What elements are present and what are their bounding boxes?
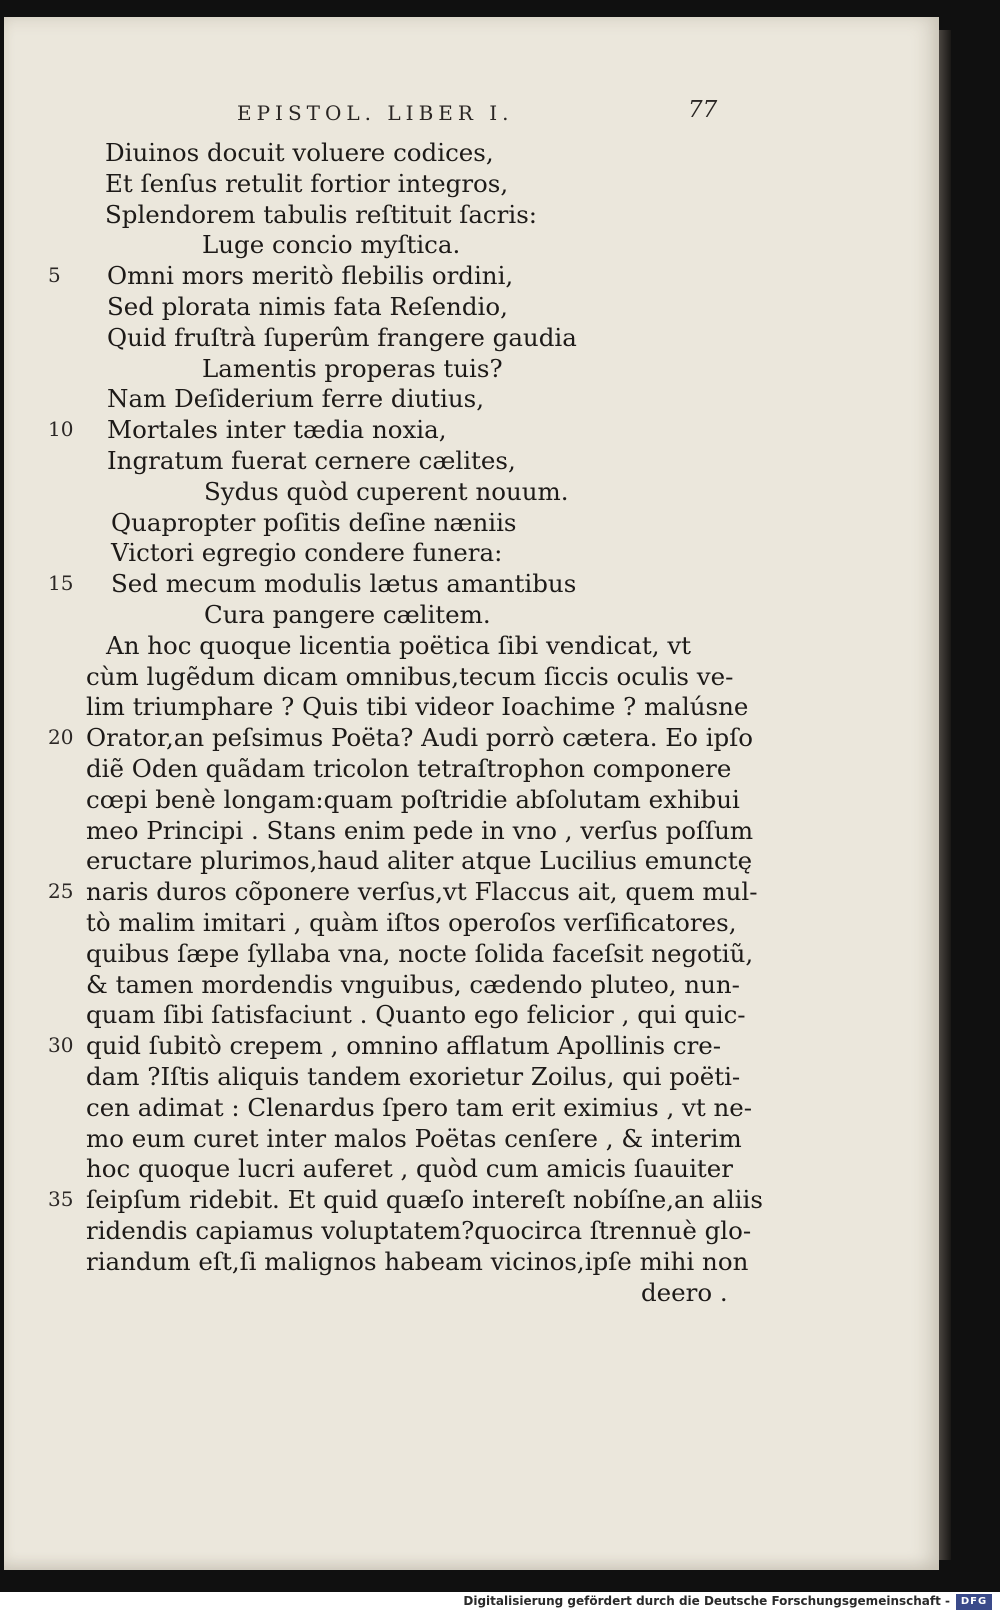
line-text: Orator,an peſsimus Poëta? Audi porrò cætera. Eo ipſo <box>86 723 754 753</box>
line-text: Ingratum fuerat cernere cælites, <box>107 446 516 475</box>
line-text: lim triumphare ? Quis tibi videor Ioachime ? malúsne <box>86 692 749 722</box>
line-text: hoc quoque lucri auferet , quòd cum amicis ſuauiter <box>86 1154 733 1184</box>
line-text: riandum eſt,ſi malignos habeam vicinos,ipſe mihi non <box>86 1246 749 1276</box>
page-header <box>4 95 939 131</box>
text-line <box>4 1153 939 1184</box>
text-line <box>4 291 939 322</box>
text-line <box>4 753 939 784</box>
text-line <box>4 445 939 476</box>
text-line <box>4 876 939 907</box>
digitization-footer <box>0 1592 1000 1613</box>
line-text: cùm lugẽdum dicam omnibus,tecum ſiccis oculis ve- <box>86 661 734 691</box>
text-line <box>4 599 939 630</box>
text-line <box>4 845 939 876</box>
text-line <box>4 537 939 568</box>
line-text: cœpi benè longam:quam poſtridie abſolutam exhibui <box>86 784 740 814</box>
text-line <box>4 938 939 969</box>
page-number: 77 <box>688 97 718 123</box>
line-text: dam ?Iſtis aliquis tandem exorietur Zoilus, qui poëti- <box>86 1062 741 1091</box>
line-text: Luge concio myſtica. <box>202 230 461 260</box>
line-text: diẽ Oden quãdam tricolon tetraſtrophon componere <box>86 754 732 783</box>
line-text: quibus ſæpe ſyllaba vna, nocte ſolida faceſsit negotiũ, <box>86 938 754 968</box>
text-line <box>4 969 939 1000</box>
line-number: 25 <box>48 879 74 904</box>
text-line <box>4 507 939 538</box>
line-text: deero . <box>641 1277 728 1307</box>
line-number: 15 <box>48 571 74 596</box>
line-text: mo eum curet inter malos Poëtas cenſere , & interim <box>86 1123 742 1153</box>
text-line <box>4 722 939 753</box>
text-line <box>4 815 939 846</box>
text-line <box>4 691 939 722</box>
text-line <box>4 1123 939 1154</box>
running-head: EPISTOL. LIBER I. <box>237 101 514 125</box>
line-text: naris duros cõponere verſus,vt Flaccus ait, quem mul- <box>86 877 758 907</box>
line-text: Cura pangere cælitem. <box>204 600 491 629</box>
text-line <box>4 137 939 168</box>
text-line <box>4 229 939 260</box>
text-line <box>4 476 939 507</box>
line-text: quid ſubitò crepem , omnino afflatum Apollinis cre- <box>86 1031 722 1061</box>
line-text: tò malim imitari , quàm iſtos operoſos verſificatores, <box>86 908 737 937</box>
line-text: quam ſibi ſatisfaciunt . Quanto ego felicior , qui quic- <box>86 1000 746 1030</box>
line-text: Sydus quòd cuperent nouum. <box>204 476 569 506</box>
text-line <box>4 168 939 199</box>
page-edge <box>939 30 951 1560</box>
text-line <box>4 999 939 1030</box>
text-line <box>4 784 939 815</box>
text-line <box>4 907 939 938</box>
text-line <box>4 1184 939 1215</box>
text-line <box>4 383 939 414</box>
line-number: 20 <box>48 725 74 750</box>
line-text: Omni mors meritò flebilis ordini, <box>107 261 514 291</box>
text-line <box>4 1061 939 1092</box>
line-text: An hoc quoque licentia poëtica ſibi vendicat, vt <box>106 630 692 660</box>
line-text: Victori egregio condere funera: <box>111 538 503 568</box>
text-line <box>4 1277 939 1308</box>
line-text: ridendis capiamus voluptatem?quocirca ſtrennuè glo- <box>86 1216 752 1245</box>
line-number: 30 <box>48 1033 74 1058</box>
line-text: Nam Deſiderium ferre diutius, <box>107 384 485 414</box>
text-line <box>4 1030 939 1061</box>
text-line <box>4 568 939 599</box>
text-line <box>4 1215 939 1246</box>
line-text: Quapropter poſitis deſine næniis <box>111 507 517 537</box>
line-number: 5 <box>48 263 61 288</box>
line-text: Sed plorata nimis fata Reſendio, <box>107 292 508 321</box>
text-line <box>4 353 939 384</box>
footer-credit: Digitalisierung gefördert durch die Deutsche Forschungsgemeinschaft - <box>463 1594 950 1608</box>
text-line <box>4 322 939 353</box>
line-text: ſeipſum ridebit. Et quid quæſo intereſt nobíſne,an aliis <box>86 1185 763 1215</box>
line-text: Mortales inter tædia noxia, <box>107 415 447 445</box>
text-line <box>4 630 939 661</box>
book-page <box>4 17 939 1570</box>
text-line <box>4 199 939 230</box>
line-text: Et ſenſus retulit fortior integros, <box>105 168 509 198</box>
text-line <box>4 1246 939 1277</box>
line-text: Lamentis properas tuis? <box>202 353 503 383</box>
text-line <box>4 414 939 445</box>
line-text: eructare plurimos,haud aliter atque Lucilius emunctę <box>86 846 753 876</box>
text-line <box>4 260 939 291</box>
line-text: Quid fruſtrà ſuperûm frangere gaudia <box>107 322 577 352</box>
dfg-logo: DFG <box>956 1594 992 1610</box>
line-number: 35 <box>48 1187 74 1212</box>
text-line <box>4 1092 939 1123</box>
line-text: Diuinos docuit voluere codices, <box>105 138 494 167</box>
text-line <box>4 661 939 692</box>
line-text: Sed mecum modulis lætus amantibus <box>111 569 577 599</box>
line-text: cen adimat : Clenardus ſpero tam erit eximius , vt ne- <box>86 1092 753 1122</box>
line-text: meo Principi . Stans enim pede in vno , verſus poſſum <box>86 815 754 845</box>
line-text: Splendorem tabulis reſtituit ſacris: <box>105 199 538 229</box>
line-number: 10 <box>48 417 74 442</box>
line-text: & tamen mordendis vnguibus, cædendo pluteo, nun- <box>86 969 740 999</box>
